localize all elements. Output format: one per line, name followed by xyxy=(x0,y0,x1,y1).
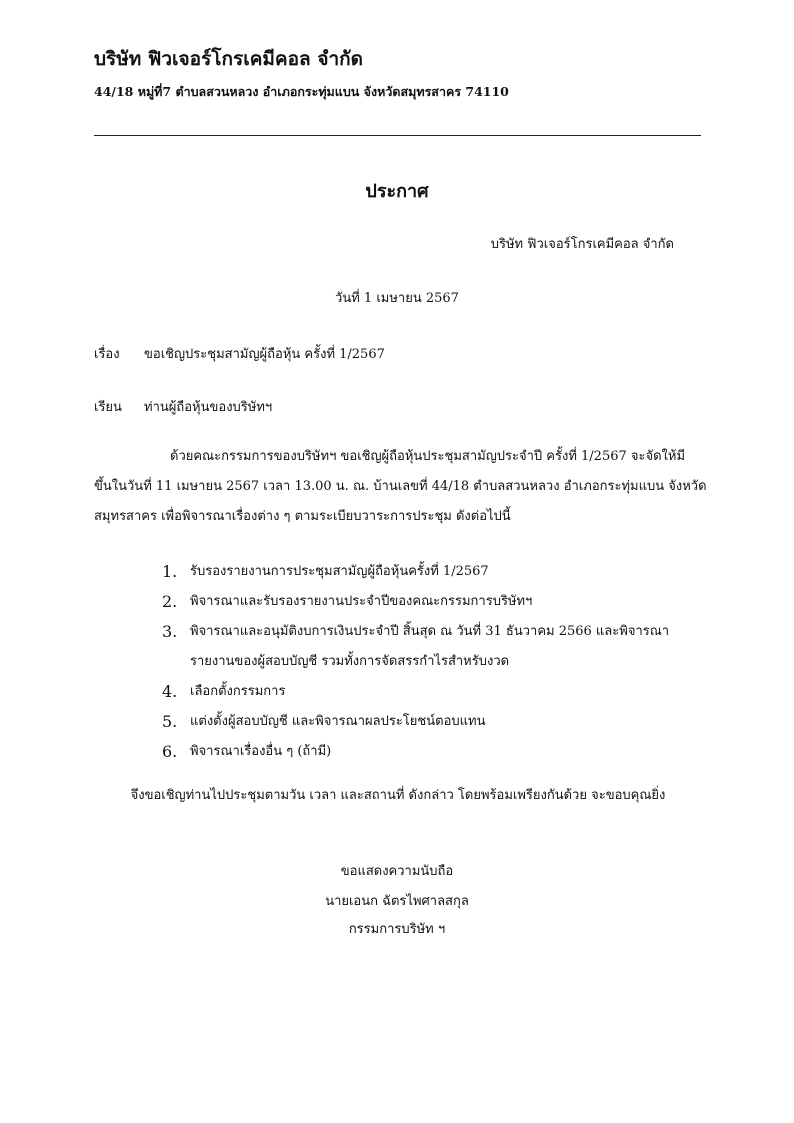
agenda-item-text: พิจารณาและอนุมัติงบการเงินประจำปี สิ้นสุด ณ วันที่ 31 ธันวาคม 2566 และพิจารณา รายงานของผู้สอบบัญชี รวมทั้งการจัดสรรกำไรสำหรับงวด xyxy=(190,624,670,669)
signatory-position: กรรมการบริษัท ฯ xyxy=(348,922,446,937)
agenda-item-number: 5. xyxy=(162,712,178,731)
agenda-item xyxy=(162,587,702,617)
agenda-item xyxy=(162,557,702,587)
issuer-name: บริษัท ฟิวเจอร์โกรเคมีคอล จำกัด xyxy=(490,237,674,252)
agenda-item xyxy=(162,737,702,767)
header-divider xyxy=(94,135,701,136)
agenda-item-text: แต่งตั้งผู้สอบบัญชี และพิจารณาผลประโยชน์ตอบแทน xyxy=(190,714,486,729)
agenda-item-number: 6. xyxy=(162,742,178,761)
agenda-item xyxy=(162,677,702,707)
closing-paragraph: จึงขอเชิญท่านไปประชุมตามวัน เวลา และสถานที่ ดังกล่าว โดยพร้อมเพรียงกันด้วย จะขอบคุณยิ่ง xyxy=(130,788,666,803)
subject-label: เรื่อง xyxy=(94,347,120,362)
agenda-item-number: 3. xyxy=(162,622,178,641)
company-name: บริษัท ฟิวเจอร์โกรเคมีคอล จำกัด xyxy=(94,48,363,70)
agenda-item-number: 2. xyxy=(162,592,178,611)
signatory-name: นายเอนก ฉัตรไพศาลสกุล xyxy=(325,894,469,909)
company-address: 44/18 หมู่ที่7 ตำบลสวนหลวง อำเภอกระทุ่มแบน จังหวัดสมุทรสาคร 74110 xyxy=(94,84,509,99)
body-line: สมุทรสาคร เพื่อพิจารณาเรื่องต่าง ๆ ตามระเบียบวาระการประชุม ดังต่อไปนี้ xyxy=(94,509,511,524)
subject-value: ขอเชิญประชุมสามัญผู้ถือหุ้น ครั้งที่ 1/2567 xyxy=(144,347,385,362)
body-line: ด้วยคณะกรรมการของบริษัทฯ ขอเชิญผู้ถือหุ้นประชุมสามัญประจำปี ครั้งที่ 1/2567 จะจัดให้มี xyxy=(170,449,686,464)
agenda-item-text: พิจารณาเรื่องอื่น ๆ (ถ้ามี) xyxy=(190,744,332,759)
signature-regards: ขอแสดงความนับถือ xyxy=(340,864,454,879)
agenda-item-text: พิจารณาและรับรองรายงานประจำปีของคณะกรรมการบริษัทฯ xyxy=(190,594,533,609)
agenda-item-number: 4. xyxy=(162,682,178,701)
agenda-list xyxy=(162,557,702,767)
agenda-item xyxy=(162,707,702,737)
agenda-item-text: รับรองรายงานการประชุมสามัญผู้ถือหุ้นครั้งที่ 1/2567 xyxy=(190,564,489,579)
recipient-value: ท่านผู้ถือหุ้นของบริษัทฯ xyxy=(144,400,273,415)
agenda-item-number: 1. xyxy=(162,562,178,581)
document-date: วันที่ 1 เมษายน 2567 xyxy=(335,291,459,306)
body-paragraph xyxy=(94,442,707,532)
agenda-item xyxy=(162,617,702,677)
document-title: ประกาศ xyxy=(365,181,429,202)
recipient-label: เรียน xyxy=(94,400,122,415)
agenda-item-text: เลือกตั้งกรรมการ xyxy=(190,684,286,699)
body-line: ขึ้นในวันที่ 11 เมษายน 2567 เวลา 13.00 น. ณ. บ้านเลขที่ 44/18 ตำบลสวนหลวง อำเภอกระทุ่มแบน จังหวัด xyxy=(94,479,707,494)
